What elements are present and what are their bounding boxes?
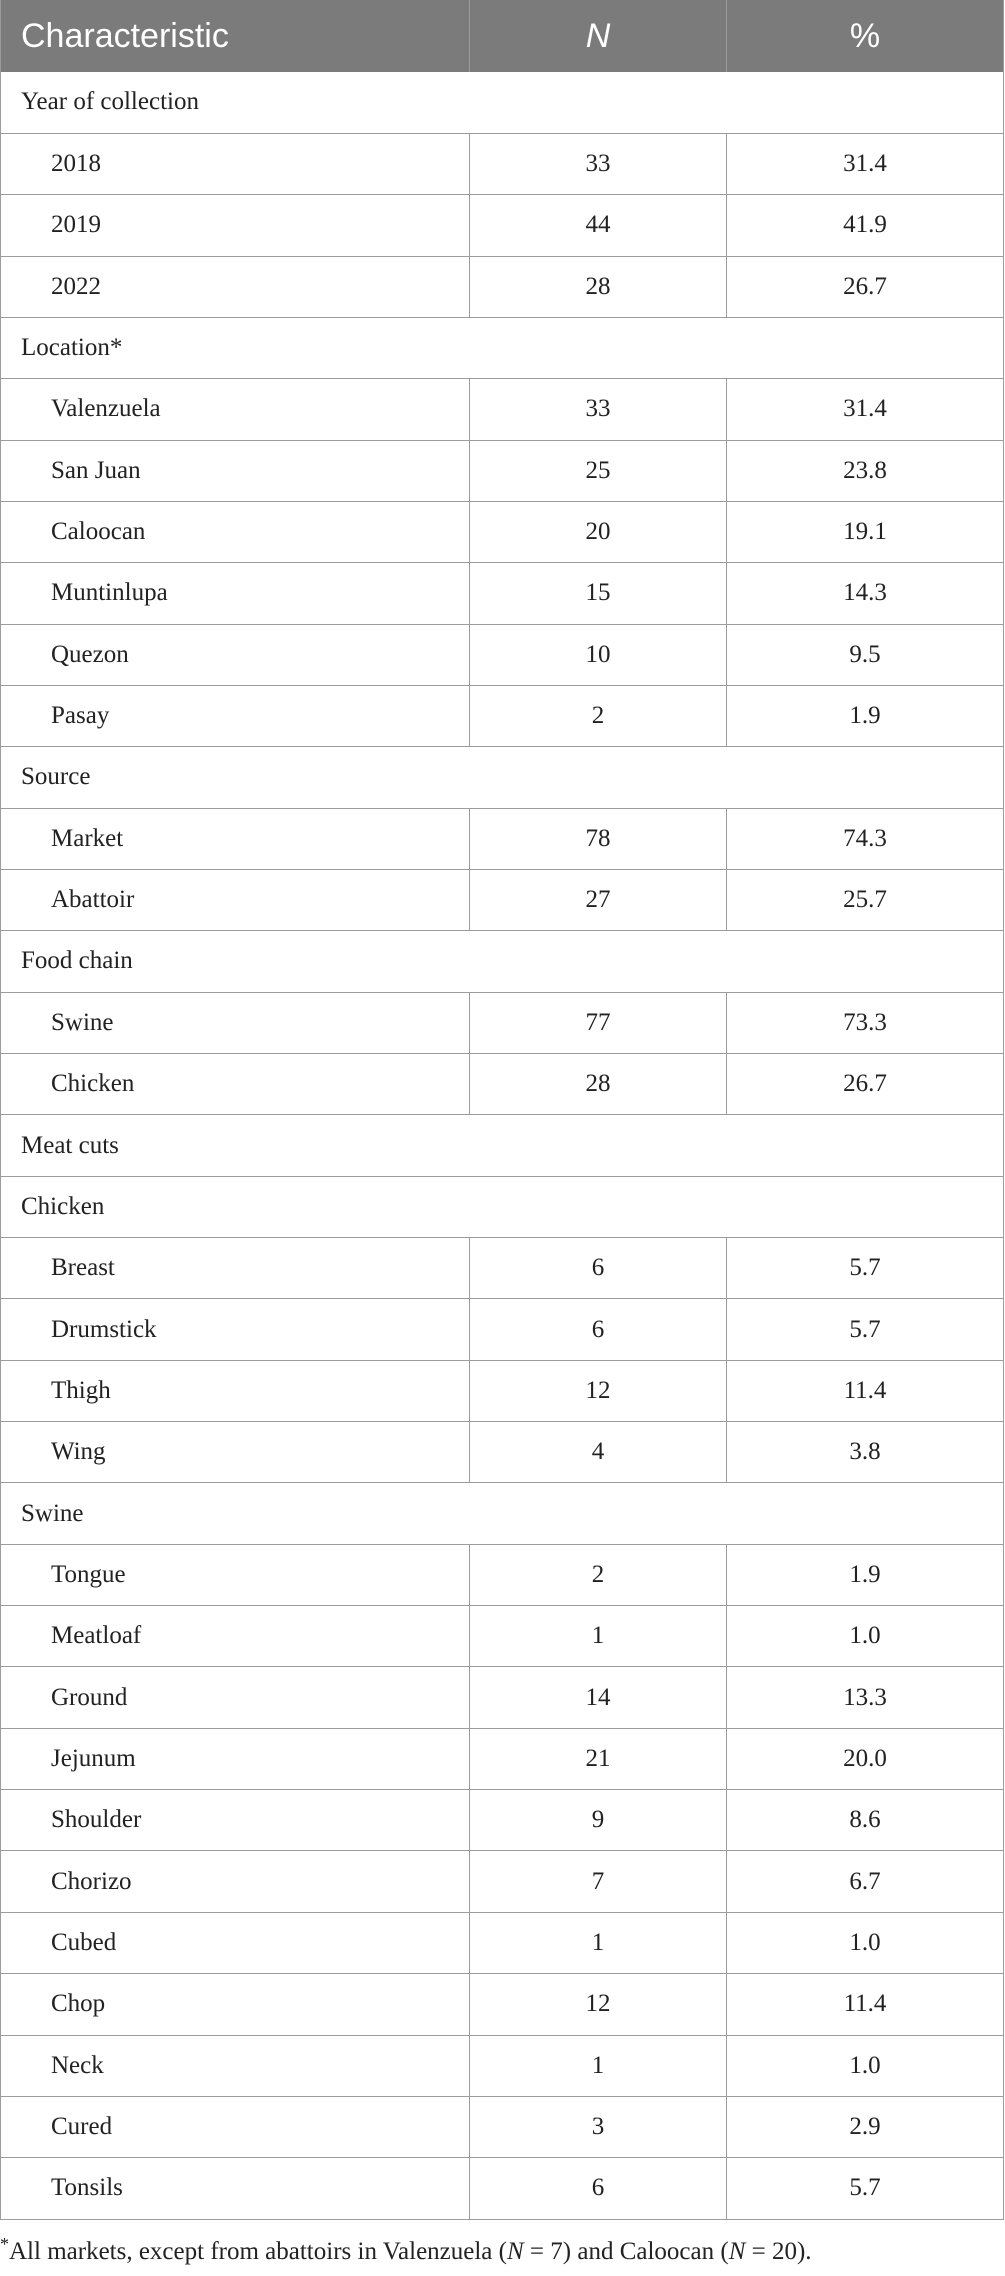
row-label: Ground (1, 1667, 470, 1728)
row-count: 28 (470, 256, 727, 317)
row-count: 77 (470, 992, 727, 1053)
row-count: 28 (470, 1054, 727, 1115)
row-label: Market (1, 808, 470, 869)
row-label: 2019 (1, 195, 470, 256)
section-label: Source (1, 747, 1004, 808)
footnote-text-1: All markets, except from abattoirs in Valenzuela ( (9, 2238, 507, 2266)
row-count: 1 (470, 2035, 727, 2096)
section-label: Meat cuts (1, 1115, 1004, 1176)
table-row (1, 624, 1004, 685)
table-row (1, 1360, 1004, 1421)
table-row (1, 2035, 1004, 2096)
row-percent: 2.9 (727, 2096, 1004, 2157)
row-percent: 20.0 (727, 1728, 1004, 1789)
table-row (1, 1238, 1004, 1299)
table-row (1, 1299, 1004, 1360)
table-row (1, 869, 1004, 930)
row-label: Wing (1, 1422, 470, 1483)
table-row (1, 1544, 1004, 1605)
section-label: Location* (1, 317, 1004, 378)
footnote-marker: * (0, 2233, 9, 2254)
row-label: Valenzuela (1, 379, 470, 440)
table-row (1, 563, 1004, 624)
row-label: Chorizo (1, 1851, 470, 1912)
row-count: 78 (470, 808, 727, 869)
row-count: 4 (470, 1422, 727, 1483)
row-label: Tongue (1, 1544, 470, 1605)
table-row (1, 1606, 1004, 1667)
section-label: Chicken (1, 1176, 1004, 1237)
row-percent: 9.5 (727, 624, 1004, 685)
header-characteristic: Characteristic (1, 0, 470, 72)
table-row (1, 685, 1004, 746)
table-row (1, 808, 1004, 869)
row-count: 20 (470, 501, 727, 562)
row-percent: 11.4 (727, 1974, 1004, 2035)
table-row (1, 1974, 1004, 2035)
row-percent: 31.4 (727, 379, 1004, 440)
row-label: Shoulder (1, 1790, 470, 1851)
section-label: Food chain (1, 931, 1004, 992)
row-label: Chop (1, 1974, 470, 2035)
row-count: 7 (470, 1851, 727, 1912)
table-body (1, 72, 1004, 2219)
section-label: Year of collection (1, 72, 1004, 133)
row-label: Cured (1, 2096, 470, 2157)
row-count: 1 (470, 1606, 727, 1667)
row-count: 15 (470, 563, 727, 624)
header-n: N (470, 0, 727, 72)
row-count: 6 (470, 2158, 727, 2219)
table-row (1, 1790, 1004, 1851)
row-count: 9 (470, 1790, 727, 1851)
row-label: Quezon (1, 624, 470, 685)
row-count: 14 (470, 1667, 727, 1728)
section-label: Swine (1, 1483, 1004, 1544)
row-percent: 5.7 (727, 1299, 1004, 1360)
row-count: 12 (470, 1974, 727, 2035)
row-percent: 6.7 (727, 1851, 1004, 1912)
row-percent: 19.1 (727, 501, 1004, 562)
row-count: 1 (470, 1912, 727, 1973)
row-label: Muntinlupa (1, 563, 470, 624)
row-percent: 14.3 (727, 563, 1004, 624)
row-count: 10 (470, 624, 727, 685)
row-label: Caloocan (1, 501, 470, 562)
row-count: 21 (470, 1728, 727, 1789)
table-row (1, 1912, 1004, 1973)
row-percent: 73.3 (727, 992, 1004, 1053)
table-section-row (1, 1115, 1004, 1176)
table-row (1, 2096, 1004, 2157)
table-header-row (1, 0, 1004, 72)
row-percent: 11.4 (727, 1360, 1004, 1421)
row-count: 6 (470, 1299, 727, 1360)
table-row (1, 195, 1004, 256)
table-section-row (1, 1176, 1004, 1237)
header-percent: % (727, 0, 1004, 72)
row-label: Neck (1, 2035, 470, 2096)
row-percent: 41.9 (727, 195, 1004, 256)
table-section-row (1, 72, 1004, 133)
table-section-row (1, 1483, 1004, 1544)
row-count: 12 (470, 1360, 727, 1421)
row-count: 2 (470, 685, 727, 746)
table-section-row (1, 931, 1004, 992)
table-footnote (0, 2234, 812, 2266)
row-percent: 3.8 (727, 1422, 1004, 1483)
row-percent: 1.0 (727, 2035, 1004, 2096)
row-percent: 74.3 (727, 808, 1004, 869)
table-row (1, 133, 1004, 194)
row-count: 3 (470, 2096, 727, 2157)
row-label: Abattoir (1, 869, 470, 930)
row-percent: 1.9 (727, 685, 1004, 746)
row-label: Meatloaf (1, 1606, 470, 1667)
footnote-n-symbol-2: N (728, 2238, 746, 2266)
table-section-row (1, 317, 1004, 378)
row-percent: 1.9 (727, 1544, 1004, 1605)
row-label: 2018 (1, 133, 470, 194)
row-label: San Juan (1, 440, 470, 501)
row-label: Chicken (1, 1054, 470, 1115)
row-label: 2022 (1, 256, 470, 317)
table-row (1, 501, 1004, 562)
table-row (1, 379, 1004, 440)
footnote-text-3: = 20). (745, 2238, 812, 2266)
row-label: Swine (1, 992, 470, 1053)
table-row (1, 1728, 1004, 1789)
row-label: Tonsils (1, 2158, 470, 2219)
table-row (1, 1851, 1004, 1912)
footnote-n-symbol-1: N (506, 2238, 524, 2266)
row-percent: 26.7 (727, 1054, 1004, 1115)
row-percent: 23.8 (727, 440, 1004, 501)
row-label: Breast (1, 1238, 470, 1299)
table-row (1, 440, 1004, 501)
row-percent: 13.3 (727, 1667, 1004, 1728)
table-row (1, 1422, 1004, 1483)
row-count: 33 (470, 133, 727, 194)
row-percent: 26.7 (727, 256, 1004, 317)
row-percent: 25.7 (727, 869, 1004, 930)
row-percent: 1.0 (727, 1912, 1004, 1973)
row-label: Jejunum (1, 1728, 470, 1789)
table-row (1, 1667, 1004, 1728)
footnote-text-2: = 7) and Caloocan ( (523, 2238, 729, 2266)
row-percent: 8.6 (727, 1790, 1004, 1851)
row-label: Cubed (1, 1912, 470, 1973)
row-count: 33 (470, 379, 727, 440)
row-count: 27 (470, 869, 727, 930)
table-row (1, 2158, 1004, 2219)
row-percent: 5.7 (727, 2158, 1004, 2219)
row-percent: 5.7 (727, 1238, 1004, 1299)
row-label: Pasay (1, 685, 470, 746)
table-section-row (1, 747, 1004, 808)
table-row (1, 1054, 1004, 1115)
row-count: 6 (470, 1238, 727, 1299)
table-row (1, 256, 1004, 317)
row-label: Drumstick (1, 1299, 470, 1360)
row-count: 25 (470, 440, 727, 501)
row-percent: 31.4 (727, 133, 1004, 194)
table-row (1, 992, 1004, 1053)
row-percent: 1.0 (727, 1606, 1004, 1667)
row-label: Thigh (1, 1360, 470, 1421)
row-count: 44 (470, 195, 727, 256)
row-count: 2 (470, 1544, 727, 1605)
